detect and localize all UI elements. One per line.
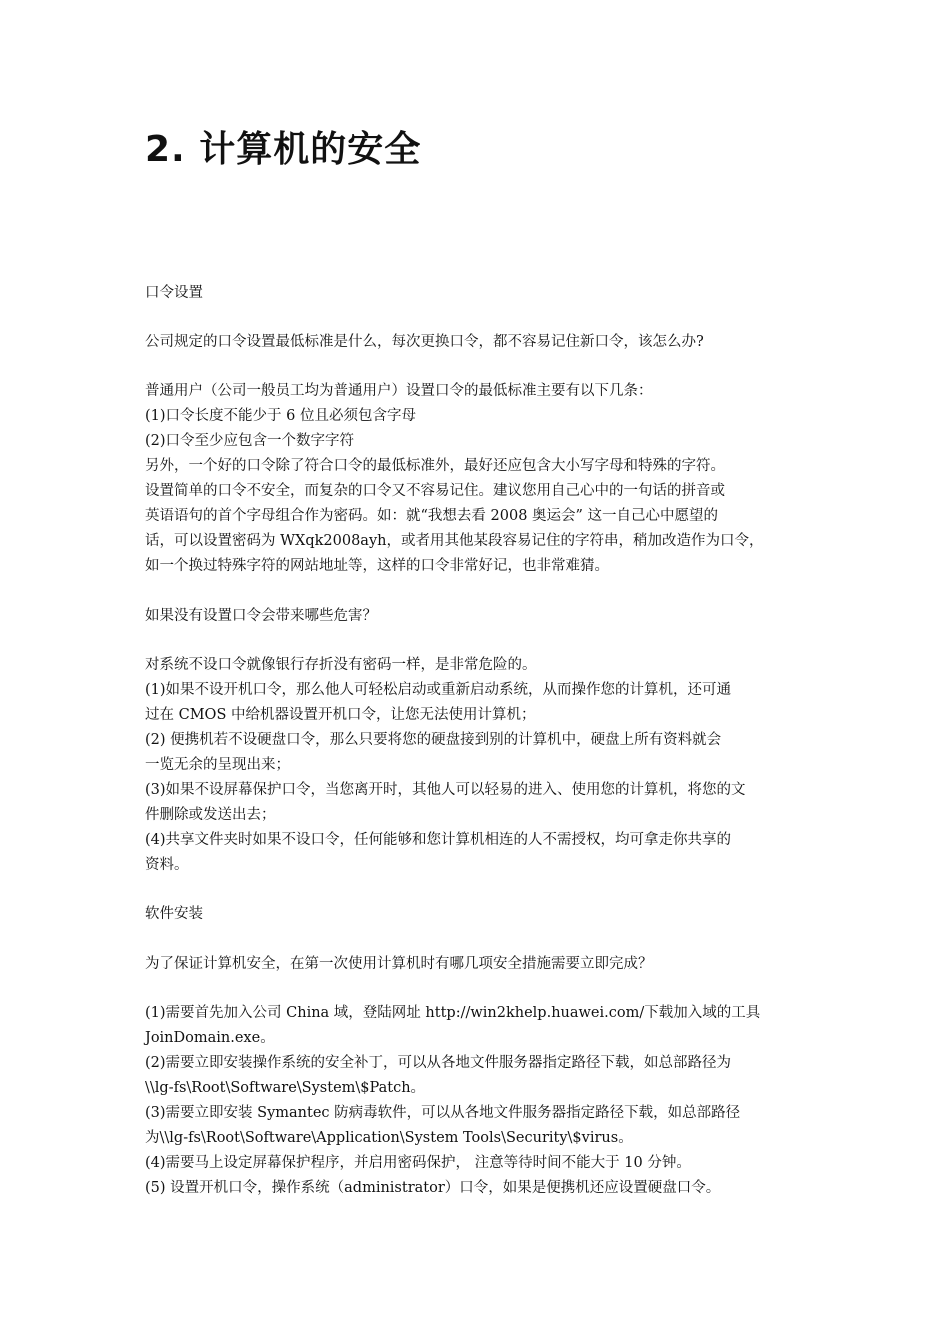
list-item: (2)口令至少应包含一个数字字符 [145,433,355,449]
paragraph-line: 如一个换过特殊字符的网站地址等，这样的口令非常好记，也非常难猜。 [145,558,609,574]
list-item: (3)需要立即安装 Symantec 防病毒软件，可以从各地文件服务器指定路径下载，如总部路径 [145,1105,741,1121]
list-item: (1)口令长度不能少于 6 位且必须包含字母 [145,408,416,424]
paragraph-line: 设置简单的口令不安全，而复杂的口令又不容易记住。建议您用自己心中的一句话的拼音或 [145,483,725,499]
list-item-continuation: 资料。 [145,857,189,873]
list-item-continuation: 一览无余的呈现出来； [145,757,290,773]
list-item-continuation: 过在 CMOS 中给机器设置开机口令，让您无法使用计算机； [145,707,536,723]
paragraph-line: 另外，一个好的口令除了符合口令的最低标准外，最好还应包含大小写字母和特殊的字符。 [145,458,725,474]
list-item: (5) 设置开机口令，操作系统（administrator）口令，如果是便携机还应设置硬盘口令。 [145,1180,721,1196]
list-item: (4)共享文件夹时如果不设口令，任何能够和您计算机相连的人不需授权，均可拿走你共享的 [145,832,732,848]
list-item: (1)需要首先加入公司 China 域，登陆网址 http://win2khelp.huawei.com/下载加入域的工具 [145,1005,761,1021]
paragraph-line: 普通用户（公司一般员工均为普通用户）设置口令的最低标准主要有以下几条： [145,383,653,399]
question-text: 为了保证计算机安全，在第一次使用计算机时有哪几项安全措施需要立即完成？ [145,956,653,972]
list-item: (1)如果不设开机口令，那么他人可轻松启动或重新启动系统，从而操作您的计算机，还可通 [145,682,732,698]
list-item-continuation: \\lg-fs\Root\Software\System\$Patch。 [145,1080,426,1096]
list-item: (2)需要立即安装操作系统的安全补丁，可以从各地文件服务器指定路径下载，如总部路径为 [145,1055,732,1071]
page-title: 2. 计算机的安全 [145,129,422,170]
list-item: (4)需要马上设定屏幕保护程序，并启用密码保护， 注意等待时间不能大于 10 分钟。 [145,1155,691,1171]
paragraph-line: 对系统不设口令就像银行存折没有密码一样，是非常危险的。 [145,657,537,673]
list-item-continuation: 件删除或发送出去； [145,807,276,823]
section-heading-password: 口令设置 [145,285,203,301]
section-heading-software: 软件安装 [145,906,203,922]
list-item: (3)如果不设屏幕保护口令，当您离开时，其他人可以轻易的进入、使用您的计算机，将您的文 [145,782,746,798]
list-item-continuation: 为\\lg-fs\Root\Software\Application\System Tools\Security\$virus。 [145,1130,633,1146]
paragraph-line: 话，可以设置密码为 WXqk2008ayh，或者用其他某段容易记住的字符串，稍加改造作为口令， [145,533,764,549]
list-item: (2) 便携机若不设硬盘口令，那么只要将您的硬盘接到别的计算机中，硬盘上所有资料就会 [145,732,722,748]
question-text: 公司规定的口令设置最低标准是什么，每次更换口令，都不容易记住新口令，该怎么办? [145,334,704,350]
list-item-continuation: JoinDomain.exe。 [145,1030,275,1046]
paragraph-line: 英语语句的首个字母组合作为密码。如：就“我想去看 2008 奥运会” 这一自己心中愿望的 [145,508,719,524]
question-text: 如果没有设置口令会带来哪些危害？ [145,608,377,624]
